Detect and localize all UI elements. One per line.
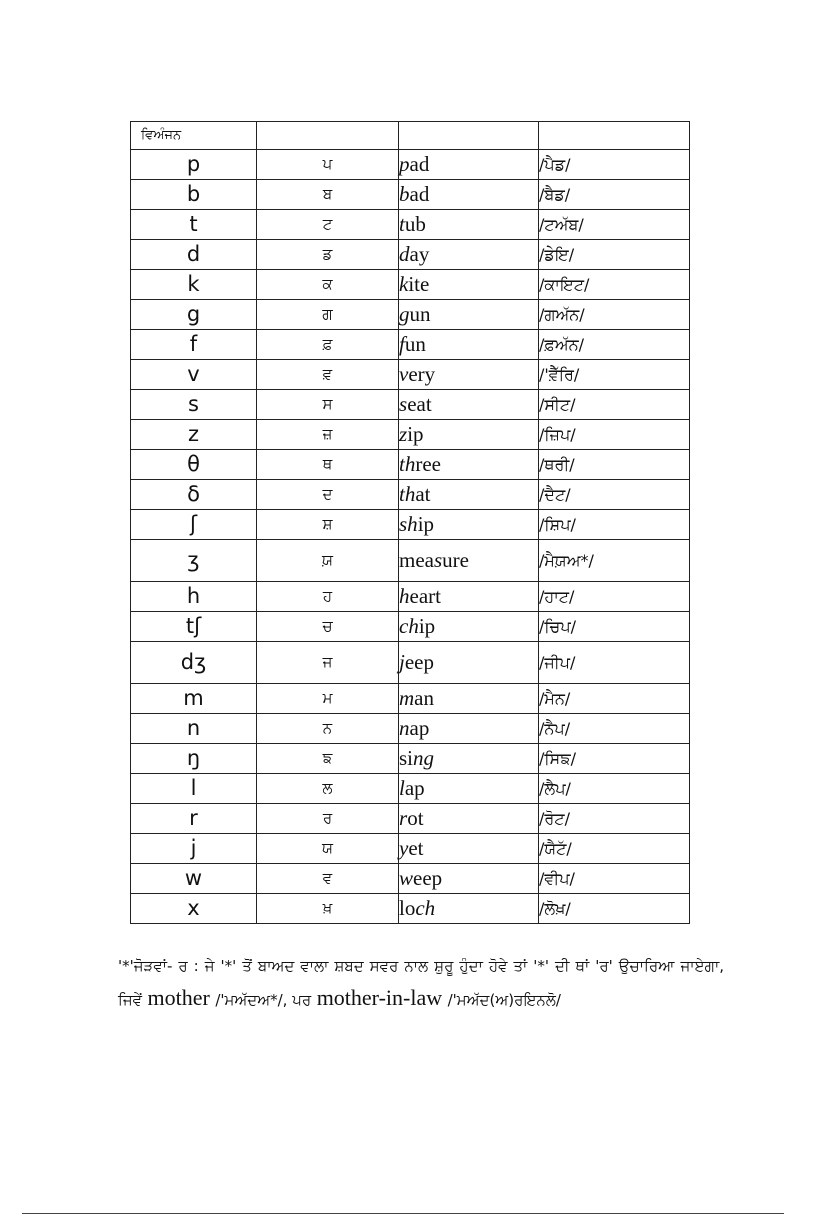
ipa-symbol: tʃ bbox=[131, 612, 257, 642]
ipa-symbol: ʃ bbox=[131, 510, 257, 540]
gurmukhi-letter: ਰ bbox=[257, 804, 399, 834]
gurmukhi-transcription: /ਫ਼ਅੱਨ/ bbox=[539, 330, 690, 360]
example-word bbox=[399, 642, 539, 684]
ipa-symbol: x bbox=[131, 894, 257, 924]
word-highlight: m bbox=[399, 686, 415, 710]
word-highlight: t bbox=[399, 212, 405, 236]
header-consonant: ਵਿਅੰਜਨ bbox=[131, 122, 257, 150]
table-row bbox=[131, 642, 690, 684]
gurmukhi-letter: ਲ bbox=[257, 774, 399, 804]
gurmukhi-letter: ਕ bbox=[257, 270, 399, 300]
ipa-symbol: p bbox=[131, 150, 257, 180]
example-word bbox=[399, 360, 539, 390]
gurmukhi-transcription: /ਚਿਪ/ bbox=[539, 612, 690, 642]
table-row bbox=[131, 450, 690, 480]
footnote-text-part1: '*'ਜੋੜਵਾਂ- ਰ : ਜੇ '*' ਤੋਂ ਬਾਅਦ ਵਾਲਾ ਸ਼ਬਦ ਸਵਰ ਨਾਲ ਸ਼ੁਰੂ ਹੁੰਦਾ ਹੋਵੇ ਤਾਂ '*' ਦੀ ਥਾਂ 'ਰ' ਉਚਾਰਿਆ ਜਾਏਗਾ, ਜਿਵੇਂ bbox=[118, 957, 724, 1009]
table-row bbox=[131, 744, 690, 774]
table-row bbox=[131, 360, 690, 390]
gurmukhi-letter: ਟ bbox=[257, 210, 399, 240]
word-highlight: w bbox=[399, 866, 414, 890]
word-suffix: ap bbox=[409, 716, 430, 740]
table-row bbox=[131, 540, 690, 582]
ipa-symbol: dʒ bbox=[131, 642, 257, 684]
ipa-symbol: l bbox=[131, 774, 257, 804]
word-highlight: ch bbox=[415, 896, 436, 920]
gurmukhi-transcription: /ਗਅੱਨ/ bbox=[539, 300, 690, 330]
ipa-symbol: δ bbox=[131, 480, 257, 510]
ipa-symbol: v bbox=[131, 360, 257, 390]
gurmukhi-transcription: /ਲੋਖ਼/ bbox=[539, 894, 690, 924]
word-highlight: sh bbox=[399, 512, 418, 536]
example-word bbox=[399, 582, 539, 612]
gurmukhi-letter: ਵ bbox=[257, 864, 399, 894]
gurmukhi-letter: ਸ਼ bbox=[257, 510, 399, 540]
table-row bbox=[131, 582, 690, 612]
table-row bbox=[131, 894, 690, 924]
word-highlight: k bbox=[399, 272, 409, 296]
word-highlight: ng bbox=[413, 746, 435, 770]
ipa-symbol: w bbox=[131, 864, 257, 894]
word-suffix: eep bbox=[413, 866, 443, 890]
table-row bbox=[131, 300, 690, 330]
word-suffix: ip bbox=[418, 614, 436, 638]
table-row bbox=[131, 612, 690, 642]
table-row bbox=[131, 180, 690, 210]
word-highlight: s bbox=[433, 548, 443, 572]
word-highlight: l bbox=[399, 776, 405, 800]
word-suffix: ad bbox=[409, 182, 430, 206]
ipa-symbol: d bbox=[131, 240, 257, 270]
bottom-divider bbox=[22, 1213, 784, 1214]
gurmukhi-letter: ਸ bbox=[257, 390, 399, 420]
ipa-symbol: z bbox=[131, 420, 257, 450]
word-highlight: s bbox=[399, 392, 408, 416]
gurmukhi-letter: ਥ bbox=[257, 450, 399, 480]
gurmukhi-transcription: /ਕਾਇਟ/ bbox=[539, 270, 690, 300]
table-row bbox=[131, 714, 690, 744]
example-word bbox=[399, 450, 539, 480]
word-highlight: d bbox=[399, 242, 410, 266]
header-empty-transcription bbox=[539, 122, 690, 150]
ipa-symbol: s bbox=[131, 390, 257, 420]
gurmukhi-letter: ਙ bbox=[257, 744, 399, 774]
gurmukhi-transcription: /ਟਅੱਬ/ bbox=[539, 210, 690, 240]
word-suffix: ot bbox=[407, 806, 424, 830]
example-word bbox=[399, 774, 539, 804]
example-word bbox=[399, 714, 539, 744]
word-suffix: ery bbox=[408, 362, 436, 386]
gurmukhi-transcription: /ਮੈਨ/ bbox=[539, 684, 690, 714]
ipa-symbol: t bbox=[131, 210, 257, 240]
table-row bbox=[131, 420, 690, 450]
table-row bbox=[131, 270, 690, 300]
ipa-symbol: f bbox=[131, 330, 257, 360]
table-header-row bbox=[131, 122, 690, 150]
example-word bbox=[399, 180, 539, 210]
example-word bbox=[399, 210, 539, 240]
gurmukhi-transcription: /ਜੀਪ/ bbox=[539, 642, 690, 684]
table-row bbox=[131, 240, 690, 270]
gurmukhi-letter: ਨ bbox=[257, 714, 399, 744]
ipa-symbol: m bbox=[131, 684, 257, 714]
table-row bbox=[131, 864, 690, 894]
example-word bbox=[399, 480, 539, 510]
word-suffix: ure bbox=[442, 548, 469, 572]
gurmukhi-letter: ਵ਼ bbox=[257, 360, 399, 390]
gurmukhi-transcription: /ਰੋਟ/ bbox=[539, 804, 690, 834]
ipa-symbol: h bbox=[131, 582, 257, 612]
gurmukhi-transcription: /ਦੈਟ/ bbox=[539, 480, 690, 510]
word-highlight: th bbox=[399, 452, 416, 476]
gurmukhi-transcription: /'ਵ਼ੈੱਰਿ/ bbox=[539, 360, 690, 390]
footnote-word-mother: mother bbox=[147, 985, 210, 1010]
header-empty-gurmukhi bbox=[257, 122, 399, 150]
table-row bbox=[131, 804, 690, 834]
word-suffix: ite bbox=[408, 272, 430, 296]
gurmukhi-letter: ਹ bbox=[257, 582, 399, 612]
word-suffix: an bbox=[414, 686, 434, 710]
word-suffix: at bbox=[415, 482, 431, 506]
example-word bbox=[399, 300, 539, 330]
word-highlight: n bbox=[399, 716, 410, 740]
word-prefix: lo bbox=[399, 896, 416, 920]
word-suffix: ap bbox=[404, 776, 425, 800]
example-word bbox=[399, 150, 539, 180]
gurmukhi-transcription: /ਹਾਟ/ bbox=[539, 582, 690, 612]
word-suffix: ree bbox=[415, 452, 441, 476]
example-word bbox=[399, 420, 539, 450]
example-word bbox=[399, 834, 539, 864]
gurmukhi-letter: ਚ bbox=[257, 612, 399, 642]
word-highlight: b bbox=[399, 182, 410, 206]
gurmukhi-letter: ਡ bbox=[257, 240, 399, 270]
example-word bbox=[399, 894, 539, 924]
word-suffix: un bbox=[404, 332, 426, 356]
word-highlight: g bbox=[399, 302, 410, 326]
gurmukhi-transcription: /ਪੈਡ/ bbox=[539, 150, 690, 180]
ipa-symbol: b bbox=[131, 180, 257, 210]
example-word bbox=[399, 864, 539, 894]
word-highlight: r bbox=[399, 806, 408, 830]
gurmukhi-letter: ਯ਼ bbox=[257, 540, 399, 582]
gurmukhi-letter: ਮ bbox=[257, 684, 399, 714]
word-suffix: eat bbox=[407, 392, 432, 416]
gurmukhi-transcription: /ਡੇਇ/ bbox=[539, 240, 690, 270]
gurmukhi-transcription: /ਸੀਟ/ bbox=[539, 390, 690, 420]
table-row bbox=[131, 480, 690, 510]
word-suffix: ad bbox=[409, 152, 430, 176]
ipa-symbol: g bbox=[131, 300, 257, 330]
footnote bbox=[118, 948, 724, 1016]
word-suffix: ip bbox=[417, 512, 435, 536]
footnote-text-part2: /'ਮਅੱਦਅ*/, ਪਰ bbox=[215, 991, 312, 1009]
word-prefix: si bbox=[399, 746, 414, 770]
word-highlight: j bbox=[399, 650, 405, 674]
gurmukhi-letter: ਜ਼ bbox=[257, 420, 399, 450]
word-highlight: y bbox=[399, 836, 409, 860]
gurmukhi-transcription: /ਯੈਟੱ/ bbox=[539, 834, 690, 864]
gurmukhi-transcription: /ਵੀਪ/ bbox=[539, 864, 690, 894]
ipa-symbol: θ bbox=[131, 450, 257, 480]
ipa-symbol: n bbox=[131, 714, 257, 744]
example-word bbox=[399, 270, 539, 300]
gurmukhi-transcription: /ਜ਼ਿਪ/ bbox=[539, 420, 690, 450]
example-word bbox=[399, 684, 539, 714]
gurmukhi-letter: ਗ bbox=[257, 300, 399, 330]
gurmukhi-transcription: /ਲੈਪ/ bbox=[539, 774, 690, 804]
word-suffix: et bbox=[408, 836, 424, 860]
word-suffix: eart bbox=[409, 584, 441, 608]
example-word bbox=[399, 612, 539, 642]
gurmukhi-transcription: /ਮੈਯ਼ਅ*/ bbox=[539, 540, 690, 582]
example-word bbox=[399, 804, 539, 834]
table-row bbox=[131, 150, 690, 180]
table-row bbox=[131, 390, 690, 420]
word-prefix: mea bbox=[399, 548, 434, 572]
example-word bbox=[399, 330, 539, 360]
gurmukhi-letter: ਬ bbox=[257, 180, 399, 210]
example-word bbox=[399, 540, 539, 582]
ipa-symbol: ʒ bbox=[131, 540, 257, 582]
table-row bbox=[131, 330, 690, 360]
word-highlight: p bbox=[399, 152, 410, 176]
ipa-symbol: j bbox=[131, 834, 257, 864]
word-highlight: h bbox=[399, 584, 410, 608]
ipa-symbol: r bbox=[131, 804, 257, 834]
word-suffix: eep bbox=[404, 650, 434, 674]
example-word bbox=[399, 510, 539, 540]
gurmukhi-letter: ਖ਼ bbox=[257, 894, 399, 924]
table-row bbox=[131, 684, 690, 714]
example-word bbox=[399, 240, 539, 270]
gurmukhi-letter: ਦ bbox=[257, 480, 399, 510]
ipa-symbol: ŋ bbox=[131, 744, 257, 774]
word-highlight: ch bbox=[399, 614, 419, 638]
example-word bbox=[399, 744, 539, 774]
example-word bbox=[399, 390, 539, 420]
footnote-word-mother-in-law: mother-in-law bbox=[316, 985, 443, 1010]
word-highlight: v bbox=[399, 362, 409, 386]
gurmukhi-letter: ਯ bbox=[257, 834, 399, 864]
gurmukhi-transcription: /ਥਰੀ/ bbox=[539, 450, 690, 480]
table-row bbox=[131, 510, 690, 540]
gurmukhi-transcription: /ਸਿਙ/ bbox=[539, 744, 690, 774]
word-highlight: z bbox=[399, 422, 408, 446]
table-row bbox=[131, 210, 690, 240]
gurmukhi-transcription: /ਸ਼ਿਪ/ bbox=[539, 510, 690, 540]
ipa-symbol: k bbox=[131, 270, 257, 300]
gurmukhi-letter: ਫ਼ bbox=[257, 330, 399, 360]
gurmukhi-transcription: /ਨੈਪ/ bbox=[539, 714, 690, 744]
footnote-text-part3: /'ਮਅੱਦ(ਅ)ਰਇਨਲੋ/ bbox=[447, 991, 561, 1009]
word-suffix: ub bbox=[404, 212, 426, 236]
word-suffix: ay bbox=[409, 242, 430, 266]
gurmukhi-letter: ਜ bbox=[257, 642, 399, 684]
consonant-table bbox=[130, 121, 690, 924]
word-highlight: f bbox=[399, 332, 405, 356]
gurmukhi-letter: ਪ bbox=[257, 150, 399, 180]
word-suffix: ip bbox=[407, 422, 424, 446]
word-suffix: un bbox=[409, 302, 431, 326]
table-row bbox=[131, 834, 690, 864]
header-empty-word bbox=[399, 122, 539, 150]
table-row bbox=[131, 774, 690, 804]
gurmukhi-transcription: /ਬੈਡ/ bbox=[539, 180, 690, 210]
word-highlight: th bbox=[399, 482, 416, 506]
